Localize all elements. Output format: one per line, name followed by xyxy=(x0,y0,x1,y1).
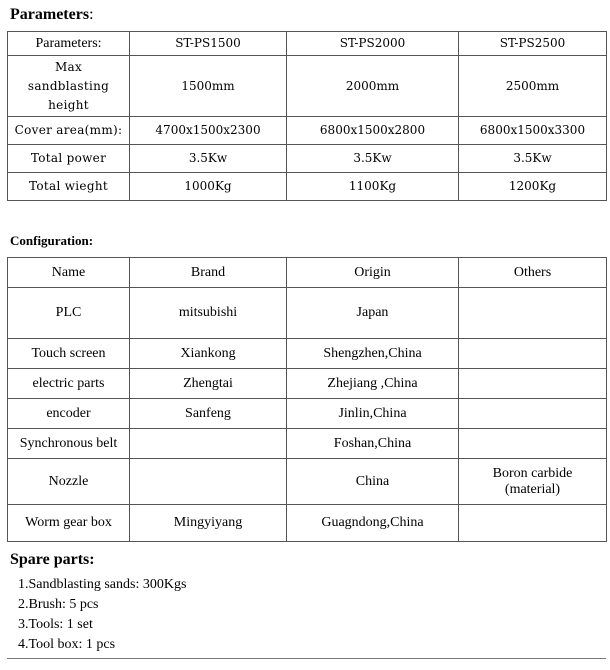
parameters-value-cell: 1500mm xyxy=(130,56,287,117)
parameters-label-line: sandblasting xyxy=(27,78,110,93)
configuration-others-line: (material) xyxy=(504,481,561,497)
configuration-row xyxy=(8,369,607,399)
configuration-header-cell: Name xyxy=(8,258,130,288)
parameters-header-cell: ST-PS2500 xyxy=(459,32,607,56)
configuration-name-cell: Synchronous belt xyxy=(8,429,130,459)
configuration-name-cell: Nozzle xyxy=(8,459,130,505)
configuration-others-cell xyxy=(459,459,607,505)
parameters-heading xyxy=(10,6,94,24)
configuration-origin-cell: China xyxy=(287,459,459,505)
configuration-row xyxy=(8,459,607,505)
parameters-row xyxy=(8,117,607,145)
parameters-label-cell xyxy=(8,56,130,117)
configuration-row xyxy=(8,339,607,369)
spare-parts-item: 1.Sandblasting sands: 300Kgs xyxy=(18,577,187,592)
spare-parts-item: 3.Tools: 1 set xyxy=(18,617,93,632)
parameters-row xyxy=(8,145,607,173)
configuration-others-cell xyxy=(459,369,607,399)
parameters-table xyxy=(7,31,607,201)
configuration-others-cell xyxy=(459,339,607,369)
configuration-row xyxy=(8,505,607,542)
parameters-label-cell: Total power xyxy=(8,145,130,173)
parameters-row xyxy=(8,56,607,117)
parameters-value-cell: 3.5Kw xyxy=(459,145,607,173)
parameters-header-cell: ST-PS1500 xyxy=(130,32,287,56)
spare-parts-heading: Spare parts: xyxy=(10,551,95,568)
parameters-value-cell: 6800x1500x3300 xyxy=(459,117,607,145)
configuration-others-cell xyxy=(459,505,607,542)
parameters-value-cell: 4700x1500x2300 xyxy=(130,117,287,145)
spare-parts-list xyxy=(18,575,186,655)
parameters-row xyxy=(8,173,607,201)
configuration-row xyxy=(8,288,607,339)
configuration-brand-cell xyxy=(130,429,287,459)
configuration-header-cell: Others xyxy=(459,258,607,288)
configuration-table xyxy=(7,257,607,542)
configuration-brand-cell: Sanfeng xyxy=(130,399,287,429)
configuration-name-cell: PLC xyxy=(8,288,130,339)
configuration-brand-cell: Xiankong xyxy=(130,339,287,369)
parameters-value-cell: 1200Kg xyxy=(459,173,607,201)
configuration-header-row xyxy=(8,258,607,288)
configuration-name-cell: Worm gear box xyxy=(8,505,130,542)
configuration-origin-cell: Foshan,China xyxy=(287,429,459,459)
configuration-brand-cell xyxy=(130,459,287,505)
parameters-value-cell: 6800x1500x2800 xyxy=(287,117,459,145)
configuration-header-cell: Origin xyxy=(287,258,459,288)
parameters-heading-text: Parameters xyxy=(10,6,90,23)
configuration-header-cell: Brand xyxy=(130,258,287,288)
configuration-others-line: Boron carbide xyxy=(492,465,573,481)
parameters-value-cell: 1100Kg xyxy=(287,173,459,201)
spare-parts-item: 2.Brush: 5 pcs xyxy=(18,597,99,612)
configuration-row xyxy=(8,429,607,459)
parameters-header-cell: ST-PS2000 xyxy=(287,32,459,56)
parameters-value-cell: 3.5Kw xyxy=(130,145,287,173)
parameters-value-cell: 1000Kg xyxy=(130,173,287,201)
configuration-brand-cell: Mingyiyang xyxy=(130,505,287,542)
parameters-header-row xyxy=(8,32,607,56)
configuration-name-cell: encoder xyxy=(8,399,130,429)
configuration-others-cell xyxy=(459,429,607,459)
configuration-name-cell: Touch screen xyxy=(8,339,130,369)
configuration-origin-cell: Jinlin,China xyxy=(287,399,459,429)
configuration-origin-cell: Japan xyxy=(287,288,459,339)
spare-parts-item: 4.Tool box: 1 pcs xyxy=(18,637,116,652)
configuration-origin-cell: Shengzhen,China xyxy=(287,339,459,369)
configuration-others-cell xyxy=(459,399,607,429)
configuration-row xyxy=(8,399,607,429)
configuration-origin-cell: Guagndong,China xyxy=(287,505,459,542)
configuration-name-cell: electric parts xyxy=(8,369,130,399)
parameters-header-cell: Parameters: xyxy=(8,32,130,56)
configuration-origin-cell: Zhejiang ,China xyxy=(287,369,459,399)
parameters-heading-colon: : xyxy=(89,6,94,23)
parameters-value-cell: 2000mm xyxy=(287,56,459,117)
parameters-label-line: Max xyxy=(54,59,83,74)
parameters-label-cell: Cover area(mm): xyxy=(8,117,130,145)
configuration-others-cell xyxy=(459,288,607,339)
configuration-brand-cell: mitsubishi xyxy=(130,288,287,339)
parameters-value-cell: 3.5Kw xyxy=(287,145,459,173)
parameters-value-cell: 2500mm xyxy=(459,56,607,117)
configuration-heading: Configuration: xyxy=(10,233,94,248)
configuration-brand-cell: Zhengtai xyxy=(130,369,287,399)
parameters-label-cell: Total wieght xyxy=(8,173,130,201)
parameters-label-line: height xyxy=(48,97,89,112)
bottom-divider xyxy=(7,658,606,659)
